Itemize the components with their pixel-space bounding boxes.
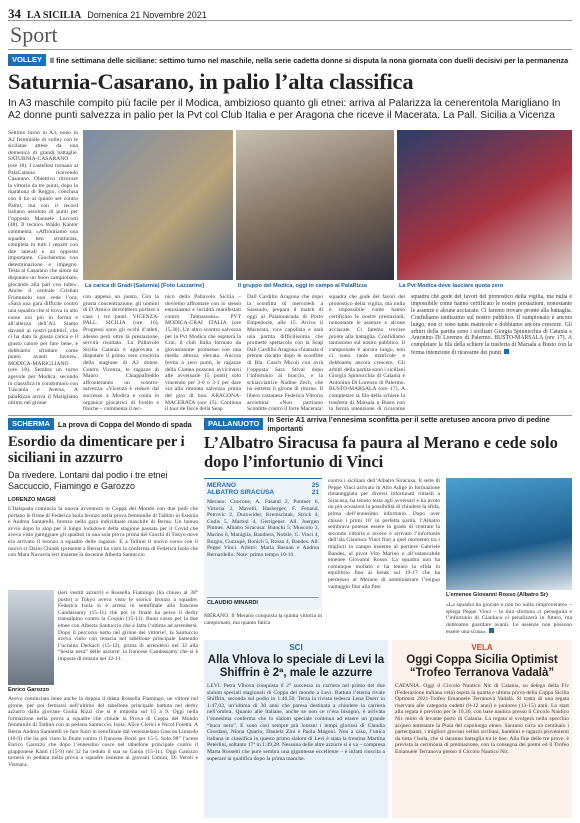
scherma-body-1: L’Italspada comincia la nuova avventura in Coppa del Mondo con due podi che portano le firme di Federica Isola bronzo nella prova femminile di Tallinn in Estonia e Andrea Santarelli, bronzo nella gara individuale maschile di Berna. Un bunuo avvio dopo lo stop per il lungo lockdown della stagione passata per il Covid che aveva visto gareggiare gli spadisti in una sola prova prima dei Giochi di Tokyo dove era arrivato il bronzo a squadre delle ragazze. E a Tallinn il nuovo corso con il nuovo ct Dario Chiadò (presente a Berna) ha visto la conferma di Federica Isola che con Mara Navarria ieri insieme la docenne Alberta Santuccio <box>8 506 198 559</box>
score-row-2 <box>207 489 319 496</box>
pallanuoto-body: contro i siciliani dell’Albatro Siracusa. Il sette di Peppe Vinci arrivato in Alto Adige in formazione rimaneggiata per diversi infortunati rimasti a Siracusa, ha tenuto testa agli avversari e ha avuto un più occasioni la possibilità di chiudere la sfida, prima dell’ennesimo infortunio. Dopo aver chiuso i primi 10’ in perfetta parità, l’Albatro sembrava potesse essere in grado di centrare la seconda vittoria e invece è arrivato l’infortunio dell’ala Gianluca Vinci fino a quel momento tra i migliori in campo insieme al portiere Gabriele Bandes, al pivot Vito Marino e all’ustancabile emenee Giovanni Rosso. La squadra non ha comunque mollato e ha tenuto la sfida in equilibrio fino al break sul 19-17 che ha permesso al Merano di amministrare l’esiguo vantaggio fino alla fine. <box>328 478 440 590</box>
masthead: LA SICILIA <box>27 10 82 21</box>
pallanuoto-author: CLAUDIO MINARDI <box>207 597 319 606</box>
scherma-photo-caption: Enrico Garozzo <box>8 687 50 693</box>
score-row-1 <box>207 482 319 489</box>
volley-photo-saturnia <box>83 130 233 280</box>
match-box-lineups: Merano: Cuocone, A. Fasand 2, Pontner 6, Virtoria 2, Mavelli, Hasberger, F. Fenand, Petrovic 2, Durowider, Kremschtak, Strick 4, Cudis 5, Martini 4, Gerrigener. All. Juergen Pintner. Albatro Siracusa: Bianchi 5, Muscolo 3, Marino 6, Maniglia, Bandiera, Nobile, G. Vinci 4, Burgio, Cuzzupè, Bonich 5, Rosso 4, Bandes. All. Peppe Vinci. Arbitri: Maria Basuan e Andrea Bernardello. Note: primo tempo 10-10. <box>207 499 319 558</box>
scherma-body-3: Avevo cominciato bene anche la doppia il ddata Rossella Fiamingo, un vittore nel girone, per poi fermarsi nell’ultimo del tabellone principale battuta nel derby azzurro dalla giovane Giulia Rizzi che si è imposta sul 15 a 9. Oggi nella formazione nella prova a squadre che chiude la Prova di Coppa del Mondo femminile di Tallinn con in pedana Santuccio, Isola, Alice Clerici e Nicol Foietta. A Berna Andrea Santarelli ve fare fuori in semifinale dal venezuelano Gascon Limardo (10-9) che ha poi vinto la finale contro il francese Borel per 15-5. Solo 98° l’acese Enrico Garozzo che dopo l’ennesimo cosce nel tabellone principale contro il giapponese Kanti (15-9) nei 32 ha ceduto il sua so Ganin (15-11). Oggi Garozzo tornerà in pedana nella prova a squadre insieme ai giovani Cimini, Di Veroli e Vismara. <box>8 696 198 768</box>
sci-body: LEVI. Petra Vlhova conquista il 2° successo in carriera nel primo dei due slalom speciali stagionali di Coppa del mondo a Levi. Battuta l’eterna rivale Shiffrin, seconda sul podio in 1:46,50. Terza la rivista tedesca Lena Duerr in 1:47,03, un’ultima di 30 anni che paresa destinata a chiudere la carriera nell’ombra. Quanto alle italiane, anche se non ce n’era bisogno, è arrivata l’ennesima conferma che lo slalom speciale continua ad essere un grande “buco nero”. E sono così sempre più lontani i tempi gloriosi di Claudia Giordani, Ninna Quario, Daniela Zini e Paola Magoni. Non a caso, l’unica italiana in classifica in questo primo slalom di Levi è stata la trentina Martina Peterlini, soltanto 17ª in 1:49,28. Nessuna delle altre azzurre si è va – compresa Marta Rossetti che pure sembra una gigantesse eccellente – è infatti riuscita a superare la qualifica dopo la prima manche. <box>207 683 385 762</box>
photo-caption-3: La Pvt Modica deve lasciare quota zero <box>399 283 504 289</box>
scherma-subheadline: Da rivedere. Lontani dal podio i tre etnei Saccuccio, Fiamingo e Garozzo <box>8 470 168 491</box>
sci-headline: Alla Vhlova lo speciale di Levi la Shiffrin è 2ª, male le azzurre <box>207 654 385 679</box>
pallanuoto-quote-text: «La squadra ha giocato e non ho nulla rimproverare» – spiega Peppe Vinci – la mia sfortuna ci perseguita e l’infortunio di Gianluca ci penalizzerà in futuro, ma dobbiamo guardare avanti. Le assenze non possono essere una scusa». <box>446 602 572 636</box>
scherma-kicker-bar <box>8 418 198 430</box>
pallanuoto-photo <box>446 478 572 590</box>
vela-box <box>392 640 572 818</box>
sci-box <box>204 640 388 818</box>
volley-subheadline: In A3 maschile compito più facile per il Modica, ambizioso quanto gli etnei: arriva al Palarizza la cenerentola Marigliano In A2 donne punti salvezza in palio per la Pvt col Club Italia e per Aragona che riceve il Macerata. La Pall. Sicilia a Vicenza <box>8 98 561 121</box>
section-title: Sport <box>8 20 572 50</box>
volley-tag: VOLLEY <box>8 54 46 66</box>
volley-col-4: Dall Cardillo Aragona che dopo la sconfitta di mercoledì a Sassuolo, prepara il match di oggi al Palamoncada di Porto Empedocle, alle 15. Arriva il Macerata, vice capolista e sarà una partita difficilissima che promette spettacolo con la Seap Dall Cardillo Aragona chiamata d prenne riscatto dopo le sconfitte di Bla. Coach Micoli con avrà l’opposta Sara Stival dopo l’infortunio al braccio, e la schiacciatrice Nadine Zech, che ha estretta il girone di ritorno. Il libero castanese Federica Vittorio accomma «Non partiamo Scontitte contro il forte Macerata: <box>247 294 323 412</box>
photo-caption-1: La carica di Gradi (Saturnia) [Foto Lazzarine] <box>85 283 205 289</box>
pallanuoto-kicker: In Serie A1 arriva l’ennesima sconfitta per il sette aretuseo ancora privo di pedine importanti <box>267 415 550 433</box>
photo-caption-2: Il gruppo del Modica, oggi in campo al PalaRizza <box>238 283 367 289</box>
vela-body: CATANIA. Oggi il Circolo Nautico Nic di Catania, su delega della Fiv (Federazione italiana vela) ospita la quarta e ultima prova della Coppa Sicilia Optimist 2021-Trofeo Emanuele Terranova Vadalà. Si tratta di una regata riservata alle categorie cadetti (8-12 anni) e juniores (13-15) anni. Lo start alla regata è previsto per le 10,30, con base nautica presso il Circolo Nautico Nic molo di levante porto di Catania. La regata si svolgerà nello specchio acqueo antistante la Plaia del capoluogo etneo. Saranno circa un centinaio i partecipanti, i migliori giovani velisti siciliani, bambini e ragazzi provenienti da tutta l’isola, che si daranno battaglia tra le boe. Alla fine delle tre prove, è prevista la cerimonia di premiazione, con la consegna dei premi ed il Trofeo Emanuele Terranova presso il Circolo Nautico Nic. <box>395 683 569 755</box>
volley-headline: Saturnia-Casarano, in palio l’alta classifica <box>8 69 414 94</box>
pallanuoto-photo-caption: L’emenee Giovanni Rosso (Albatro Sr) <box>446 592 548 598</box>
end-mark-icon <box>504 349 509 354</box>
volley-kicker: Il fine settimana delle siciliane: settimo turno nel maschile, nella serie cadetta donne si disputa la nona giornata con duelli decisivi per la permanenza <box>50 55 569 65</box>
pallanuoto-tag: PALLANUOTO <box>204 418 263 430</box>
page-header <box>8 6 572 20</box>
match-box <box>204 478 322 610</box>
team-1: MERANO <box>207 482 236 489</box>
scherma-kicker: La prova di Coppa del Mondo di spada <box>57 419 192 429</box>
vela-headline: Oggi Coppa Sicilia Optimist “Trofeo Terranova Vadalà” <box>406 654 558 679</box>
pallanuoto-quote <box>446 602 572 636</box>
score-1: 25 <box>311 482 319 489</box>
volley-col-1: Settimo turno in A3, nono in A2 femminile di volley con le siciliane attese da una domenica di grandi battaglie. SATURNIA-CASARANO (ore 18). I castellesi tornano al PalaCatania ricevendo Casarano. Obiettivo ritrovare la vittoria da tre punti, dopo la maratona di Reggio, conclusa con il ko al quinto set contro Palmi, ma con il record italiano assoluto di punti per l’opposto Manuele Luccotti (48). Il tecnico Waldo Kantor commenta: «Affrontiamo una squadra ben strutturata, completa in tutti i reparti con due laterali e un opposto importante. Giocheremo con determinazione e impegno. Testa al Casarano che simra da disputato un buon campionato, giocando alla pari con tutte». Anche il centrale Cristian Frumuselu non vede l’ora: «Sarà una gara difficile contro una squadra che si trova in alto come noi più in forma e all’altezza dell’A3. Siamo davanti ai nostri pubblici, che ci ha dato la giusta carica e il giusto calore per fare bene, e dobbiamo sfruttare come punto avanti favore». MODICA-MARIGLIANO (ore 18). Sembra un turno agevole per Modica, secondo in classifica in condominio con Tuscania e Aversa, A palaRizza arriva il Marigliano ultimo nel girone <box>8 130 78 407</box>
pallanuoto-kicker-bar <box>204 415 572 433</box>
pallanuoto-headline: L’Albatro Siracusa fa paura al Merano e cede solo dopo l’infortunio di Vinci <box>204 433 558 471</box>
scherma-photo <box>8 590 54 685</box>
vela-label: VELA <box>471 643 493 652</box>
scherma-author: LORENZO MAGRÌ <box>8 497 56 503</box>
pallanuoto-intro: MERANO. Il Merano conquista la quinta vittoria in campionato, ma quanto fatica <box>204 613 322 626</box>
scherma-body-2: (ieri vestiti azzurri) e Rossella Fiamingo (ha chiuso al 38° posto) a Tokyo aveva visto le storico bronzo a squadre. Federica Isola si è arresa in semifinale alla francese Candassamy (15-11) che poi in finale ha perso il derby transalpino contro la Coquin (15-11). Buon cosso per la due etnee con Alberta Santuccio che a fatta l’ultima ad arrendersi. Dopo il percorso netto nel girone del vittorie!, la Santuccio aveva vinto con tenacia nel tabellone principale battendo l’ucraina Derkach (15-12), prima di arrendersi nel 32 alla “bestia nera” delle azzurre: la francese Candassamy che si è imposta di misura nel 12-11. <box>58 590 198 662</box>
volley-col-3: nico della Pallavolo Sicilia – dovremo affrontare con lo stesso entusiasmo e lucidità manifestati contro Talmassons». PVT MODICA-CRAI ITALIA (ore 15,30). Un altro scontro salvezza per la Pvt Modica che ospiterà la Crai, il club Italia formato da giovanissime promesse con una media altezza elevata. Ancora ferma a zero punti, le ragazze della Contea possono avvicinarsi alle avversarie (5 punti) solo vincendo per 3-0 o 3-1 per dare via alla rimonta salvezza prima del giro di boa. ARAGONA-MACERATA (ore 15). Continua il tour de force della Seap <box>165 294 241 412</box>
scherma-tag: SCHERMA <box>8 418 54 430</box>
page-number: 34 <box>8 6 21 21</box>
sci-label: SCI <box>289 643 303 652</box>
volley-col-4b: squadra che gode del favori del pronostico della vigilia, ma nulla è impossibile come hanno certificato le nostre prestazioni, nonostante le assenze e alcune acciacate. Ci faremo trovare pronte alla battaglia. Confidiamo tantissimo sul nostro pubblico. Il campionato è ancora lungo, non ci sono tante matricole e dobbiamo ancora crescere. Gli arbitri della partita sono i siciliani Giorgia Spinnicchia di Catania e Antonino Di Lorenzo di Palermo. BUSTO-MARSALA (ore 17). A completare la fila della schiere la trasferta di Marsala a Busto con la ferma intenzione di ricavarne <box>329 294 405 412</box>
volley-kicker-bar <box>8 54 572 66</box>
end-mark-icon <box>489 628 494 633</box>
issue-date: Domenica 21 Novembre 2021 <box>87 10 207 20</box>
volley-photo-modica <box>236 130 394 280</box>
volley-col-2: con appena un punto. Con la giusta concentrazione, gli uomini di D’Amico dovrebbero portare a casa i tre punti. VICENZA-PALL. SICILIA (ore 16). Progressi sono gli occhi d’atleti, adesso però oltre la prestazione, servirà risultato. La Pallavolo Sicilia Catania è approvata a disputare il primo vero crocevia della stagione di A2 donne. Contro Vicenza, le ragazze di Mauro Chiappafreddo affronteranno un scontro-salvezza. «Vicenza è reduce dal successo a Modica e conta in organico giocatrici di livello e finiche – commenta il tec- <box>83 294 159 412</box>
volley-col-5-text: squadra che gode del favori del pronostico della vigilia, ma nulla è impossibile come hanno certificato le nostre prestazioni, nonostante le assenze e alcune acciacate. Ci faremo trovare pronte alla battaglia. Confidiamo tantissimo sul nostro pubblico. Il campionato è ancora lungo, non ci sono tante matricole e dobbiamo ancora crescere. Gli arbitri della partita sono i siciliani Giorgia Spinnicchia di Catania e Antonino Di Lorenzo di Palermo. BUSTO-MARSALA (ore 17). A completare la fila della schiere la trasferta di Marsala a Busto con la ferma intenzione di ricavarne dei punti. <box>411 294 572 357</box>
team-2: ALBATRO SIRACUSA <box>207 489 275 496</box>
volley-photo-pvt <box>397 130 572 280</box>
scherma-headline: Esordio da dimenticare per i siciliani in azzurro <box>8 434 185 466</box>
volley-col-5 <box>411 294 572 412</box>
score-2: 21 <box>311 489 319 496</box>
